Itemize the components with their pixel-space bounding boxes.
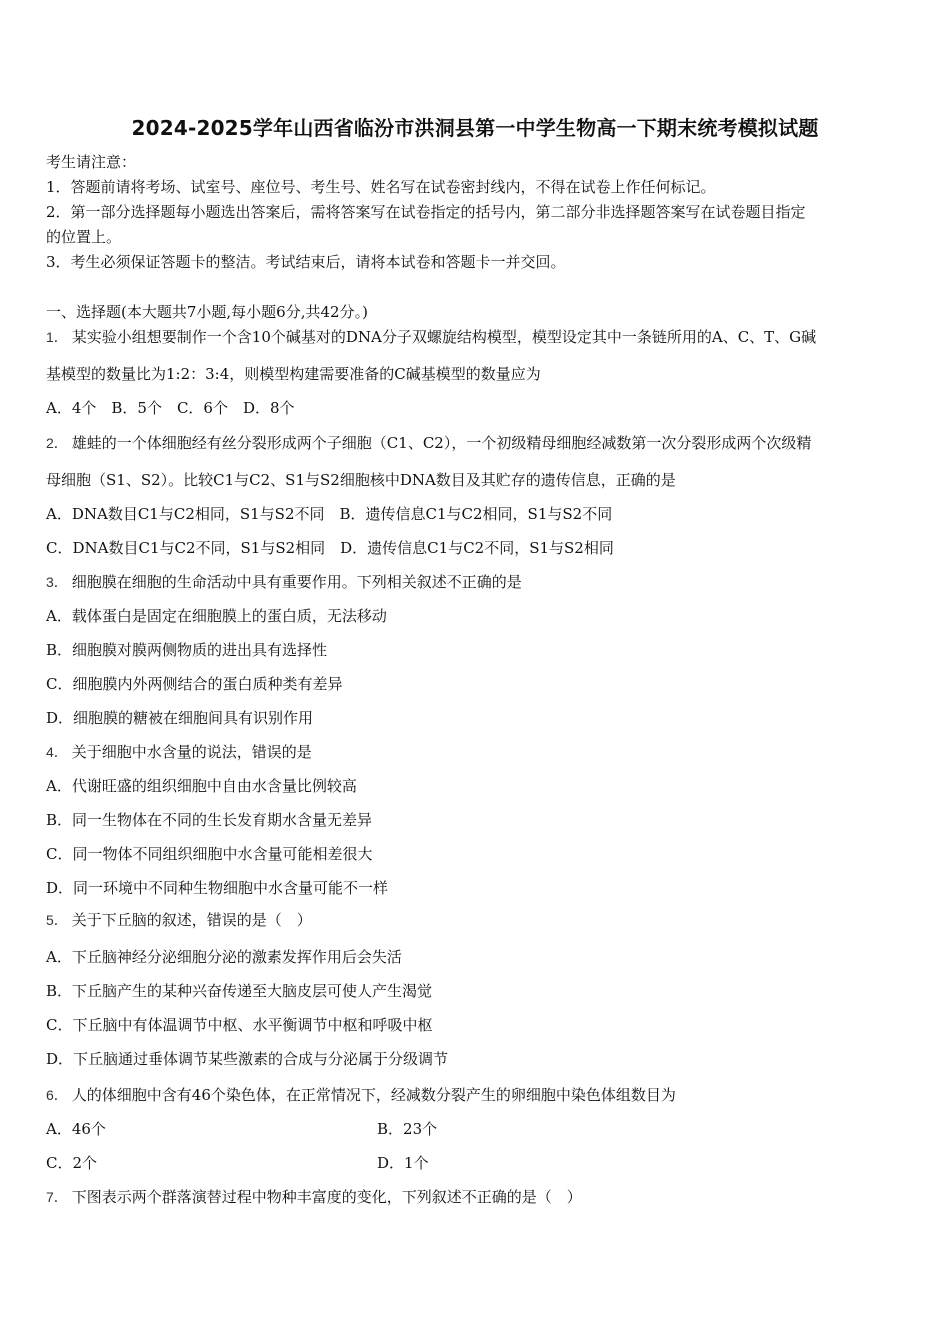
question-number: 3． <box>46 574 68 590</box>
question-4-option-c: C．同一物体不同组织细胞中水含量可能相差很大 <box>46 845 373 863</box>
question-text: 关于下丘脑的叙述，错误的是（ ） <box>71 911 312 929</box>
question-4-option-a: A．代谢旺盛的组织细胞中自由水含量比例较高 <box>46 777 357 795</box>
question-7-stem <box>46 1187 582 1207</box>
question-text: 关于细胞中水含量的说法，错误的是 <box>71 743 312 761</box>
question-6-option-b: B．23个 <box>377 1120 438 1138</box>
question-2-option-row: C．DNA数目C1与C2不同，S1与S2相同 D．遗传信息C1与C2不同，S1与S2相同 <box>46 539 614 557</box>
question-3-option-d: D．细胞膜的糖被在细胞间具有识别作用 <box>46 709 314 727</box>
question-2-stem <box>46 433 811 453</box>
notice-heading: 考生请注意： <box>46 153 137 171</box>
question-5-option-c: C．下丘脑中有体温调节中枢、水平衡调节中枢和呼吸中枢 <box>46 1016 433 1034</box>
question-number: 1． <box>46 329 68 345</box>
question-6-option-a: A．46个 <box>46 1120 106 1138</box>
page-title: 2024-2025学年山西省临汾市洪洞县第一中学生物高一下期末统考模拟试题 <box>131 116 819 140</box>
question-1-stem-cont: 基模型的数量比为1:2：3:4，则模型构建需要准备的C碱基模型的数量应为 <box>46 365 541 383</box>
question-5-option-a: A．下丘脑神经分泌细胞分泌的激素发挥作用后会失活 <box>46 948 402 966</box>
section-heading: 一、选择题(本大题共7小题,每小题6分,共42分。) <box>46 303 368 321</box>
question-5-option-b: B．下丘脑产生的某种兴奋传递至大脑皮层可使人产生渴觉 <box>46 982 433 1000</box>
notice-item: 3．考生必须保证答题卡的整洁。考试结束后，请将本试卷和答题卡一并交回。 <box>46 253 566 271</box>
question-1-stem <box>46 327 816 347</box>
question-6-stem <box>46 1085 676 1105</box>
question-3-option-c: C．细胞膜内外两侧结合的蛋白质种类有差异 <box>46 675 343 693</box>
question-3-option-a: A．载体蛋白是固定在细胞膜上的蛋白质，无法移动 <box>46 607 387 625</box>
question-6-option-c: C．2个 <box>46 1154 98 1172</box>
question-number: 7． <box>46 1189 68 1205</box>
notice-item: 1．答题前请将考场、试室号、座位号、考生号、姓名写在试卷密封线内，不得在试卷上作任何标记。 <box>46 178 716 196</box>
question-3-option-b: B．细胞膜对膜两侧物质的进出具有选择性 <box>46 641 328 659</box>
question-2-option-row: A．DNA数目C1与C2相同，S1与S2不同 B．遗传信息C1与C2相同，S1与S2不同 <box>46 505 613 523</box>
question-number: 6． <box>46 1087 68 1103</box>
notice-item: 2．第一部分选择题每小题选出答案后，需将答案写在试卷指定的括号内，第二部分非选择题答案写在试卷题目指定 <box>46 203 806 221</box>
question-text: 下图表示两个群落演替过程中物种丰富度的变化，下列叙述不正确的是（ ） <box>71 1188 582 1206</box>
question-text: 人的体细胞中含有46个染色体，在正常情况下，经减数分裂产生的卵细胞中染色体组数目为 <box>71 1086 676 1104</box>
question-1-options: A．4个 B．5个 C．6个 D．8个 <box>46 399 295 417</box>
question-2-stem-cont: 母细胞（S1、S2）。比较C1与C2、S1与S2细胞核中DNA数目及其贮存的遗传信息，正确的是 <box>46 471 676 489</box>
question-number: 4． <box>46 744 68 760</box>
question-6-option-d: D．1个 <box>377 1154 429 1172</box>
notice-item: 的位置上。 <box>46 228 122 246</box>
question-text: 某实验小组想要制作一个含10个碱基对的DNA分子双螺旋结构模型，模型设定其中一条链所用的A、C、T、G碱 <box>71 328 817 346</box>
question-5-stem <box>46 910 312 930</box>
question-number: 5． <box>46 912 68 928</box>
question-3-stem <box>46 572 522 592</box>
question-text: 细胞膜在细胞的生命活动中具有重要作用。下列相关叙述不正确的是 <box>71 573 522 591</box>
question-number: 2． <box>46 435 68 451</box>
question-4-option-b: B．同一生物体在不同的生长发育期水含量无差异 <box>46 811 373 829</box>
question-4-stem <box>46 742 312 762</box>
question-5-option-d: D．下丘脑通过垂体调节某些激素的合成与分泌属于分级调节 <box>46 1050 449 1068</box>
question-4-option-d: D．同一环境中不同种生物细胞中水含量可能不一样 <box>46 879 389 897</box>
question-text: 雄蛙的一个体细胞经有丝分裂形成两个子细胞（C1、C2），一个初级精母细胞经减数第一次分裂形成两个次级精 <box>71 434 812 452</box>
